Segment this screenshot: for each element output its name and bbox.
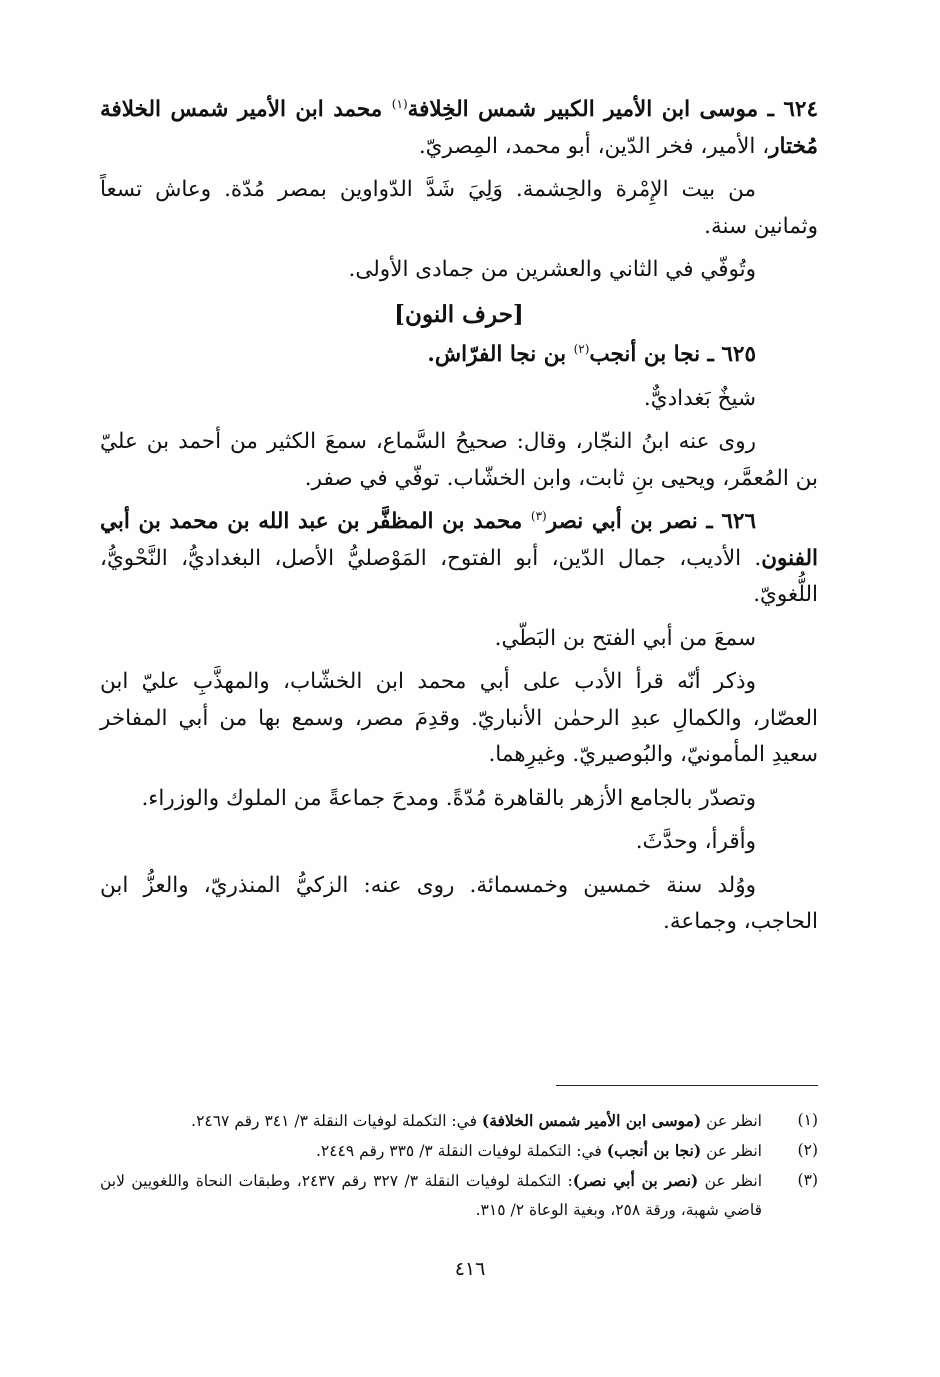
entry-624-title: ٦٢٤ ـ موسى ابن الأمير الكبير شمس الخِلافة: [407, 97, 818, 122]
entry-625-paragraph-2: روى عنه ابنُ النجّار، وقال: صحيحُ السَّماع، سمعَ الكثير من أحمد بن عليّ بن المُعمَّر، ويحيى بنِ ثابت، وابن الخشّاب. توفّي في صفر.: [100, 429, 818, 491]
entry-626-paragraph-1: سمعَ من أبي الفتح بن البَطّي.: [494, 625, 756, 651]
entry-626-description: . الأديب، جمال الدّين، أبو الفتوح، المَوْصليُّ الأصل، البغداديُّ، النَّحْويُّ، اللُّغويّ.: [100, 545, 818, 607]
footnote: [100, 1136, 818, 1166]
entry-626-title: ٦٢٦ ـ نصر بن أبي نصر: [546, 509, 757, 534]
footnote-reference: في: التكملة لوفيات النقلة ٣/ ٣٤١ رقم ٢٤٦٧.: [191, 1112, 482, 1130]
main-text: [100, 92, 818, 948]
footnote-reference: في: التكملة لوفيات النقلة ٣/ ٣٣٥ رقم ٢٤٤٩.: [315, 1142, 607, 1160]
footnote-number: (٢): [797, 1141, 818, 1159]
footnote-prefix: انظر عن: [701, 1142, 762, 1160]
footnote: [100, 1106, 818, 1136]
footnote-text: [100, 1166, 762, 1225]
entry-625-paragraph-1: شيخٌ بَغداديٌّ.: [643, 385, 756, 411]
footnote-subject: (نجا بن أنجب): [606, 1141, 702, 1160]
footnotes: [100, 1106, 818, 1225]
entry-626-heading: [100, 504, 818, 614]
footnote-reference: : التكملة لوفيات النقلة ٣/ ٣٢٧ رقم ٢٤٣٧، وطبقات النحاة واللغويين لابن قاضي شهبة، ورقة ٢٥٨، وبغية الوعاة ٢/ ٣١٥.: [100, 1172, 762, 1219]
footnote-number: (١): [797, 1111, 818, 1129]
footnote-ref-1: (١): [391, 96, 408, 111]
footnote-separator: [556, 1085, 818, 1086]
entry-624-paragraph-1: من بيت الإِمْرة والحِشمة. وَلِيَ شَدَّ الدّواوين بمصر مُدّة. وعاش تسعاً وثمانين سنة.: [100, 177, 818, 239]
footnote-text: [100, 1136, 762, 1166]
entry-624-heading: [100, 92, 818, 165]
footnote-ref-3: (٣): [530, 508, 547, 523]
footnote-subject: (موسى ابن الأمير شمس الخلافة): [481, 1111, 702, 1130]
section-heading: [حرف النون]: [394, 300, 524, 328]
entry-626-paragraph-2: وذكر أنّه قرأ الأدب على أبي محمد ابن الخشّاب، والمهذَّبِ عليّ ابن العصّار، والكمالِ عبدِ الرحمٰن الأنباريّ. وقدِمَ مصر، وسمع بها من أبي المفاخر سعيدِ المأمونيّ، والبُوصيريّ. وغيرِهما.: [100, 669, 818, 767]
entry-625-title: ٦٢٥ ـ نجا بن أنجب: [589, 342, 756, 367]
footnote-prefix: انظر عن: [701, 1112, 762, 1130]
entry-624-description: ، الأمير، فخر الدّين، أبو محمد، المِصريّ.: [418, 133, 770, 159]
entry-626-paragraph-3: وتصدّر بالجامع الأزهر بالقاهرة مُدّةً. ومدحَ جماعةً من الملوك والوزراء.: [141, 785, 756, 811]
entry-626-paragraph-4: وأقرأ، وحدَّثَ.: [635, 829, 756, 854]
entry-624-paragraph-2: وتُوفّي في الثاني والعشرين من جمادى الأولى.: [348, 257, 756, 282]
footnote: [100, 1166, 818, 1225]
entry-624-title-rest: محمد ابن الأمير شمس الخلافة مُختار: [100, 97, 818, 159]
footnote-number: (٣): [797, 1171, 818, 1189]
entry-625-title-rest: بن نجا الفرّاش.: [427, 342, 574, 367]
page-number: ٤١٦: [454, 1258, 486, 1280]
entry-626-paragraph-5: ووُلد سنة خمسين وخمسمائة. روى عنه: الزكيُّ المنذريّ، والعزُّ ابن الحاجب، وجماعة.: [100, 872, 818, 934]
footnote-ref-2: (٢): [573, 341, 590, 356]
entry-626-title-rest: محمد بن المظفَّر بن عبد الله بن محمد بن أبي الفنون: [100, 509, 818, 571]
footnote-subject: (نصر بن أبي نصر): [572, 1171, 699, 1190]
entry-625-heading: [100, 337, 818, 374]
footnote-prefix: انظر عن: [698, 1172, 763, 1190]
footnote-text: [100, 1106, 762, 1136]
